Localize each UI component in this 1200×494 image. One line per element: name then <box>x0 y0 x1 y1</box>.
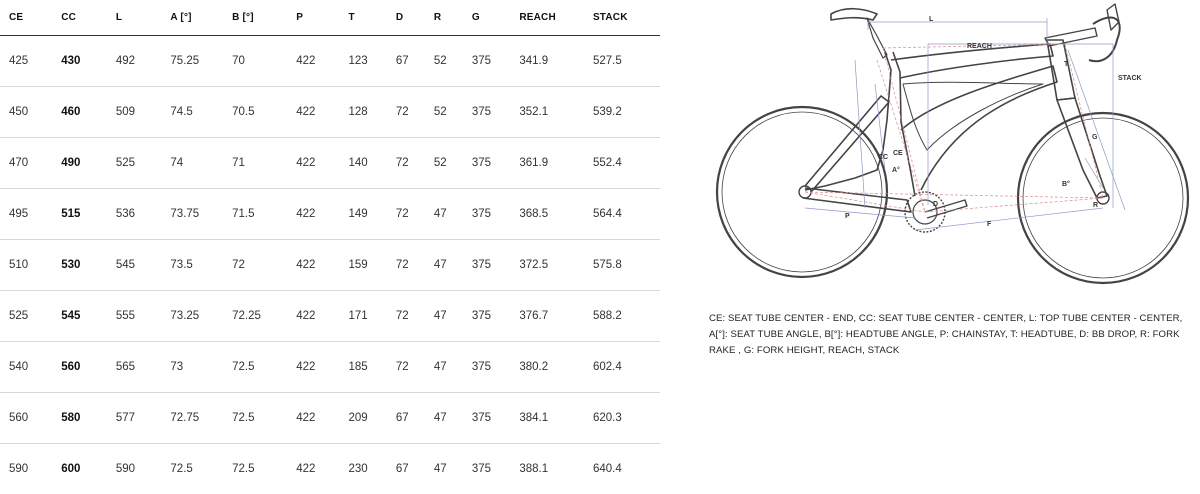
cell-stack: 552.4 <box>584 138 660 189</box>
cell-a: 74 <box>161 138 223 189</box>
cell-r: 47 <box>425 291 463 342</box>
cell-l: 577 <box>107 393 162 444</box>
cell-d: 67 <box>387 393 425 444</box>
label-d: D <box>933 201 938 208</box>
cell-t: 140 <box>339 138 386 189</box>
front-wheel <box>1018 113 1188 283</box>
cell-p: 422 <box>287 87 339 138</box>
cell-cc: 600 <box>52 444 107 494</box>
cell-ce: 470 <box>0 138 52 189</box>
cell-d: 72 <box>387 291 425 342</box>
column-header-g: G <box>463 0 510 36</box>
cell-reach: 376.7 <box>510 291 584 342</box>
cell-ce: 495 <box>0 189 52 240</box>
cell-r: 47 <box>425 189 463 240</box>
cell-a: 75.25 <box>161 36 223 87</box>
cell-b: 72.5 <box>223 393 287 444</box>
cell-a: 73.25 <box>161 291 223 342</box>
table-header <box>0 0 660 36</box>
label-r: R <box>1093 202 1098 209</box>
cell-g: 375 <box>463 36 510 87</box>
cell-r: 47 <box>425 240 463 291</box>
label-g: G <box>1092 134 1098 141</box>
cell-ce: 525 <box>0 291 52 342</box>
label-p: P <box>845 213 850 220</box>
cell-cc: 460 <box>52 87 107 138</box>
cell-p: 422 <box>287 189 339 240</box>
column-header-r: R <box>425 0 463 36</box>
cell-d: 72 <box>387 87 425 138</box>
cell-r: 47 <box>425 393 463 444</box>
cell-stack: 527.5 <box>584 36 660 87</box>
cell-a: 74.5 <box>161 87 223 138</box>
cell-t: 128 <box>339 87 386 138</box>
cell-t: 149 <box>339 189 386 240</box>
cell-l: 509 <box>107 87 162 138</box>
column-header-ce: CE <box>0 0 52 36</box>
label-l: L <box>929 16 934 23</box>
label-ce: CE <box>893 150 903 157</box>
cell-l: 590 <box>107 444 162 494</box>
label-b: B° <box>1062 180 1070 188</box>
label-reach: REACH <box>967 43 992 50</box>
cell-l: 555 <box>107 291 162 342</box>
cell-t: 230 <box>339 444 386 494</box>
cell-d: 67 <box>387 444 425 494</box>
cell-d: 72 <box>387 189 425 240</box>
cell-reach: 352.1 <box>510 87 584 138</box>
label-f: F <box>987 221 992 228</box>
cell-p: 422 <box>287 444 339 494</box>
cell-r: 52 <box>425 138 463 189</box>
cell-b: 72.5 <box>223 444 287 494</box>
cell-cc: 430 <box>52 36 107 87</box>
label-a: A° <box>892 166 900 174</box>
cell-r: 52 <box>425 87 463 138</box>
cell-p: 422 <box>287 36 339 87</box>
cell-cc: 515 <box>52 189 107 240</box>
cell-cc: 545 <box>52 291 107 342</box>
cell-stack: 640.4 <box>584 444 660 494</box>
cell-reach: 388.1 <box>510 444 584 494</box>
cell-b: 72.25 <box>223 291 287 342</box>
cell-a: 72.5 <box>161 444 223 494</box>
cell-g: 375 <box>463 342 510 393</box>
cell-r: 47 <box>425 444 463 494</box>
cell-t: 171 <box>339 291 386 342</box>
cell-l: 545 <box>107 240 162 291</box>
cell-b: 72.5 <box>223 342 287 393</box>
header-row <box>0 0 660 36</box>
cell-cc: 560 <box>52 342 107 393</box>
cell-cc: 530 <box>52 240 107 291</box>
cell-l: 565 <box>107 342 162 393</box>
cell-p: 422 <box>287 291 339 342</box>
cell-g: 375 <box>463 138 510 189</box>
cell-l: 525 <box>107 138 162 189</box>
cell-g: 375 <box>463 189 510 240</box>
cell-d: 72 <box>387 342 425 393</box>
cell-d: 72 <box>387 240 425 291</box>
cell-b: 72 <box>223 240 287 291</box>
cell-stack: 588.2 <box>584 291 660 342</box>
cell-t: 123 <box>339 36 386 87</box>
table-row <box>0 189 660 240</box>
cell-ce: 540 <box>0 342 52 393</box>
table-row <box>0 240 660 291</box>
cell-stack: 575.8 <box>584 240 660 291</box>
cell-r: 52 <box>425 36 463 87</box>
table-row <box>0 291 660 342</box>
label-cc: CC <box>878 154 888 161</box>
cell-a: 73.5 <box>161 240 223 291</box>
cell-b: 70 <box>223 36 287 87</box>
cell-ce: 425 <box>0 36 52 87</box>
cell-reach: 372.5 <box>510 240 584 291</box>
column-header-a: A [°] <box>161 0 223 36</box>
cell-t: 185 <box>339 342 386 393</box>
column-header-stack: STACK <box>584 0 660 36</box>
cell-a: 72.75 <box>161 393 223 444</box>
column-header-t: T <box>339 0 386 36</box>
table-row <box>0 444 660 494</box>
table-row <box>0 342 660 393</box>
cell-p: 422 <box>287 240 339 291</box>
cell-g: 375 <box>463 393 510 444</box>
column-header-cc: CC <box>52 0 107 36</box>
cell-l: 536 <box>107 189 162 240</box>
cell-g: 375 <box>463 444 510 494</box>
cell-p: 422 <box>287 138 339 189</box>
cell-reach: 384.1 <box>510 393 584 444</box>
cell-l: 492 <box>107 36 162 87</box>
cell-b: 70.5 <box>223 87 287 138</box>
cell-cc: 490 <box>52 138 107 189</box>
label-stack: STACK <box>1118 75 1142 82</box>
cell-d: 67 <box>387 36 425 87</box>
cell-reach: 341.9 <box>510 36 584 87</box>
label-t: T <box>1064 61 1069 68</box>
cell-a: 73 <box>161 342 223 393</box>
cell-cc: 580 <box>52 393 107 444</box>
table-row <box>0 87 660 138</box>
cell-p: 422 <box>287 393 339 444</box>
cell-p: 422 <box>287 342 339 393</box>
column-header-b: B [°] <box>223 0 287 36</box>
cell-stack: 564.4 <box>584 189 660 240</box>
rear-wheel <box>717 107 887 277</box>
table-row <box>0 393 660 444</box>
cell-ce: 590 <box>0 444 52 494</box>
column-header-l: L <box>107 0 162 36</box>
cell-b: 71 <box>223 138 287 189</box>
bike-geometry-diagram <box>705 0 1200 300</box>
cell-stack: 602.4 <box>584 342 660 393</box>
cell-stack: 539.2 <box>584 87 660 138</box>
cell-r: 47 <box>425 342 463 393</box>
cell-t: 209 <box>339 393 386 444</box>
cell-stack: 620.3 <box>584 393 660 444</box>
cell-g: 375 <box>463 240 510 291</box>
cell-ce: 560 <box>0 393 52 444</box>
table-body <box>0 36 660 494</box>
table-row <box>0 138 660 189</box>
geometry-legend: CE: SEAT TUBE CENTER - END, CC: SEAT TUBE CENTER - CENTER, L: TOP TUBE CENTER - CENTER, A[°]: SEAT TUBE ANGLE, B[°]: HEADTUBE ANGLE, P: CHAINSTAY, T: HEADTUBE, D: BB DROP, R: FORK RAKE , G: FORK HEIGHT, REACH, STACK <box>709 311 1189 359</box>
cell-g: 375 <box>463 87 510 138</box>
cell-g: 375 <box>463 291 510 342</box>
column-header-d: D <box>387 0 425 36</box>
cell-d: 72 <box>387 138 425 189</box>
cell-ce: 450 <box>0 87 52 138</box>
cell-t: 159 <box>339 240 386 291</box>
cell-a: 73.75 <box>161 189 223 240</box>
column-header-p: P <box>287 0 339 36</box>
cell-reach: 380.2 <box>510 342 584 393</box>
column-header-reach: REACH <box>510 0 584 36</box>
cell-b: 71.5 <box>223 189 287 240</box>
table-row <box>0 36 660 87</box>
cell-reach: 361.9 <box>510 138 584 189</box>
cell-ce: 510 <box>0 240 52 291</box>
cell-reach: 368.5 <box>510 189 584 240</box>
